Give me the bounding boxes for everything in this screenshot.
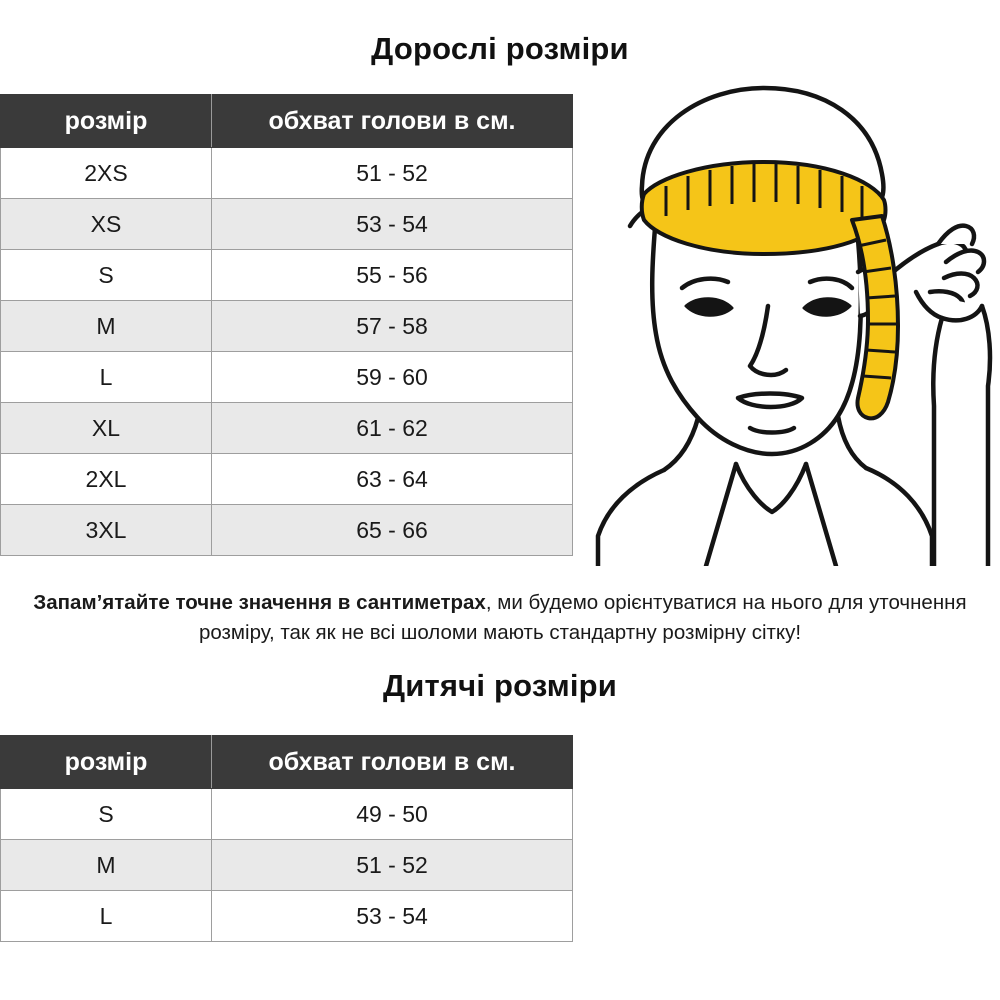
table-header-row <box>1 95 573 148</box>
table-header-row <box>1 736 573 789</box>
table-row <box>1 301 573 352</box>
table-row <box>1 891 573 942</box>
table-row <box>1 454 573 505</box>
table-row <box>1 403 573 454</box>
cell-circumference: 51 - 52 <box>212 840 573 891</box>
note-rest: , ми будемо орієнтуватися на нього для уточнення розміру, так як не всі шоломи мають стандартну розмірну сітку! <box>198 591 967 644</box>
cell-circumference: 65 - 66 <box>212 505 573 556</box>
cell-size: 2XL <box>1 454 212 505</box>
measuring-tape-band <box>642 162 886 254</box>
table-row <box>1 505 573 556</box>
table-row <box>1 250 573 301</box>
note-bold: Запам’ятайте точне значення в сантиметрах <box>33 591 486 614</box>
cell-circumference: 63 - 64 <box>212 454 573 505</box>
cell-circumference: 51 - 52 <box>212 148 573 199</box>
cell-circumference: 53 - 54 <box>212 199 573 250</box>
cell-size: S <box>1 250 212 301</box>
cell-circumference: 57 - 58 <box>212 301 573 352</box>
cell-circumference: 55 - 56 <box>212 250 573 301</box>
kids-size-table <box>0 735 573 942</box>
cell-size: M <box>1 301 212 352</box>
cell-size: 2XS <box>1 148 212 199</box>
table-row <box>1 148 573 199</box>
cell-circumference: 61 - 62 <box>212 403 573 454</box>
table-row <box>1 840 573 891</box>
cell-circumference: 59 - 60 <box>212 352 573 403</box>
adult-size-table <box>0 94 573 556</box>
cell-size: M <box>1 840 212 891</box>
cell-size: XS <box>1 199 212 250</box>
cell-size: L <box>1 352 212 403</box>
head-measurement-illustration <box>586 66 1000 566</box>
table-row <box>1 352 573 403</box>
cell-size: S <box>1 789 212 840</box>
cell-circumference: 53 - 54 <box>212 891 573 942</box>
table-row <box>1 789 573 840</box>
page-title-kids: Дитячі розміри <box>382 668 618 703</box>
cell-size: XL <box>1 403 212 454</box>
table-row <box>1 199 573 250</box>
note-text <box>18 588 982 648</box>
column-header-circumference: обхват голови в см. <box>212 95 573 148</box>
cell-size: 3XL <box>1 505 212 556</box>
column-header-circumference: обхват голови в см. <box>212 736 573 789</box>
column-header-size: розмір <box>1 736 212 789</box>
page-title-adult: Дорослі розміри <box>371 31 629 66</box>
cell-circumference: 49 - 50 <box>212 789 573 840</box>
column-header-size: розмір <box>1 95 212 148</box>
cell-size: L <box>1 891 212 942</box>
